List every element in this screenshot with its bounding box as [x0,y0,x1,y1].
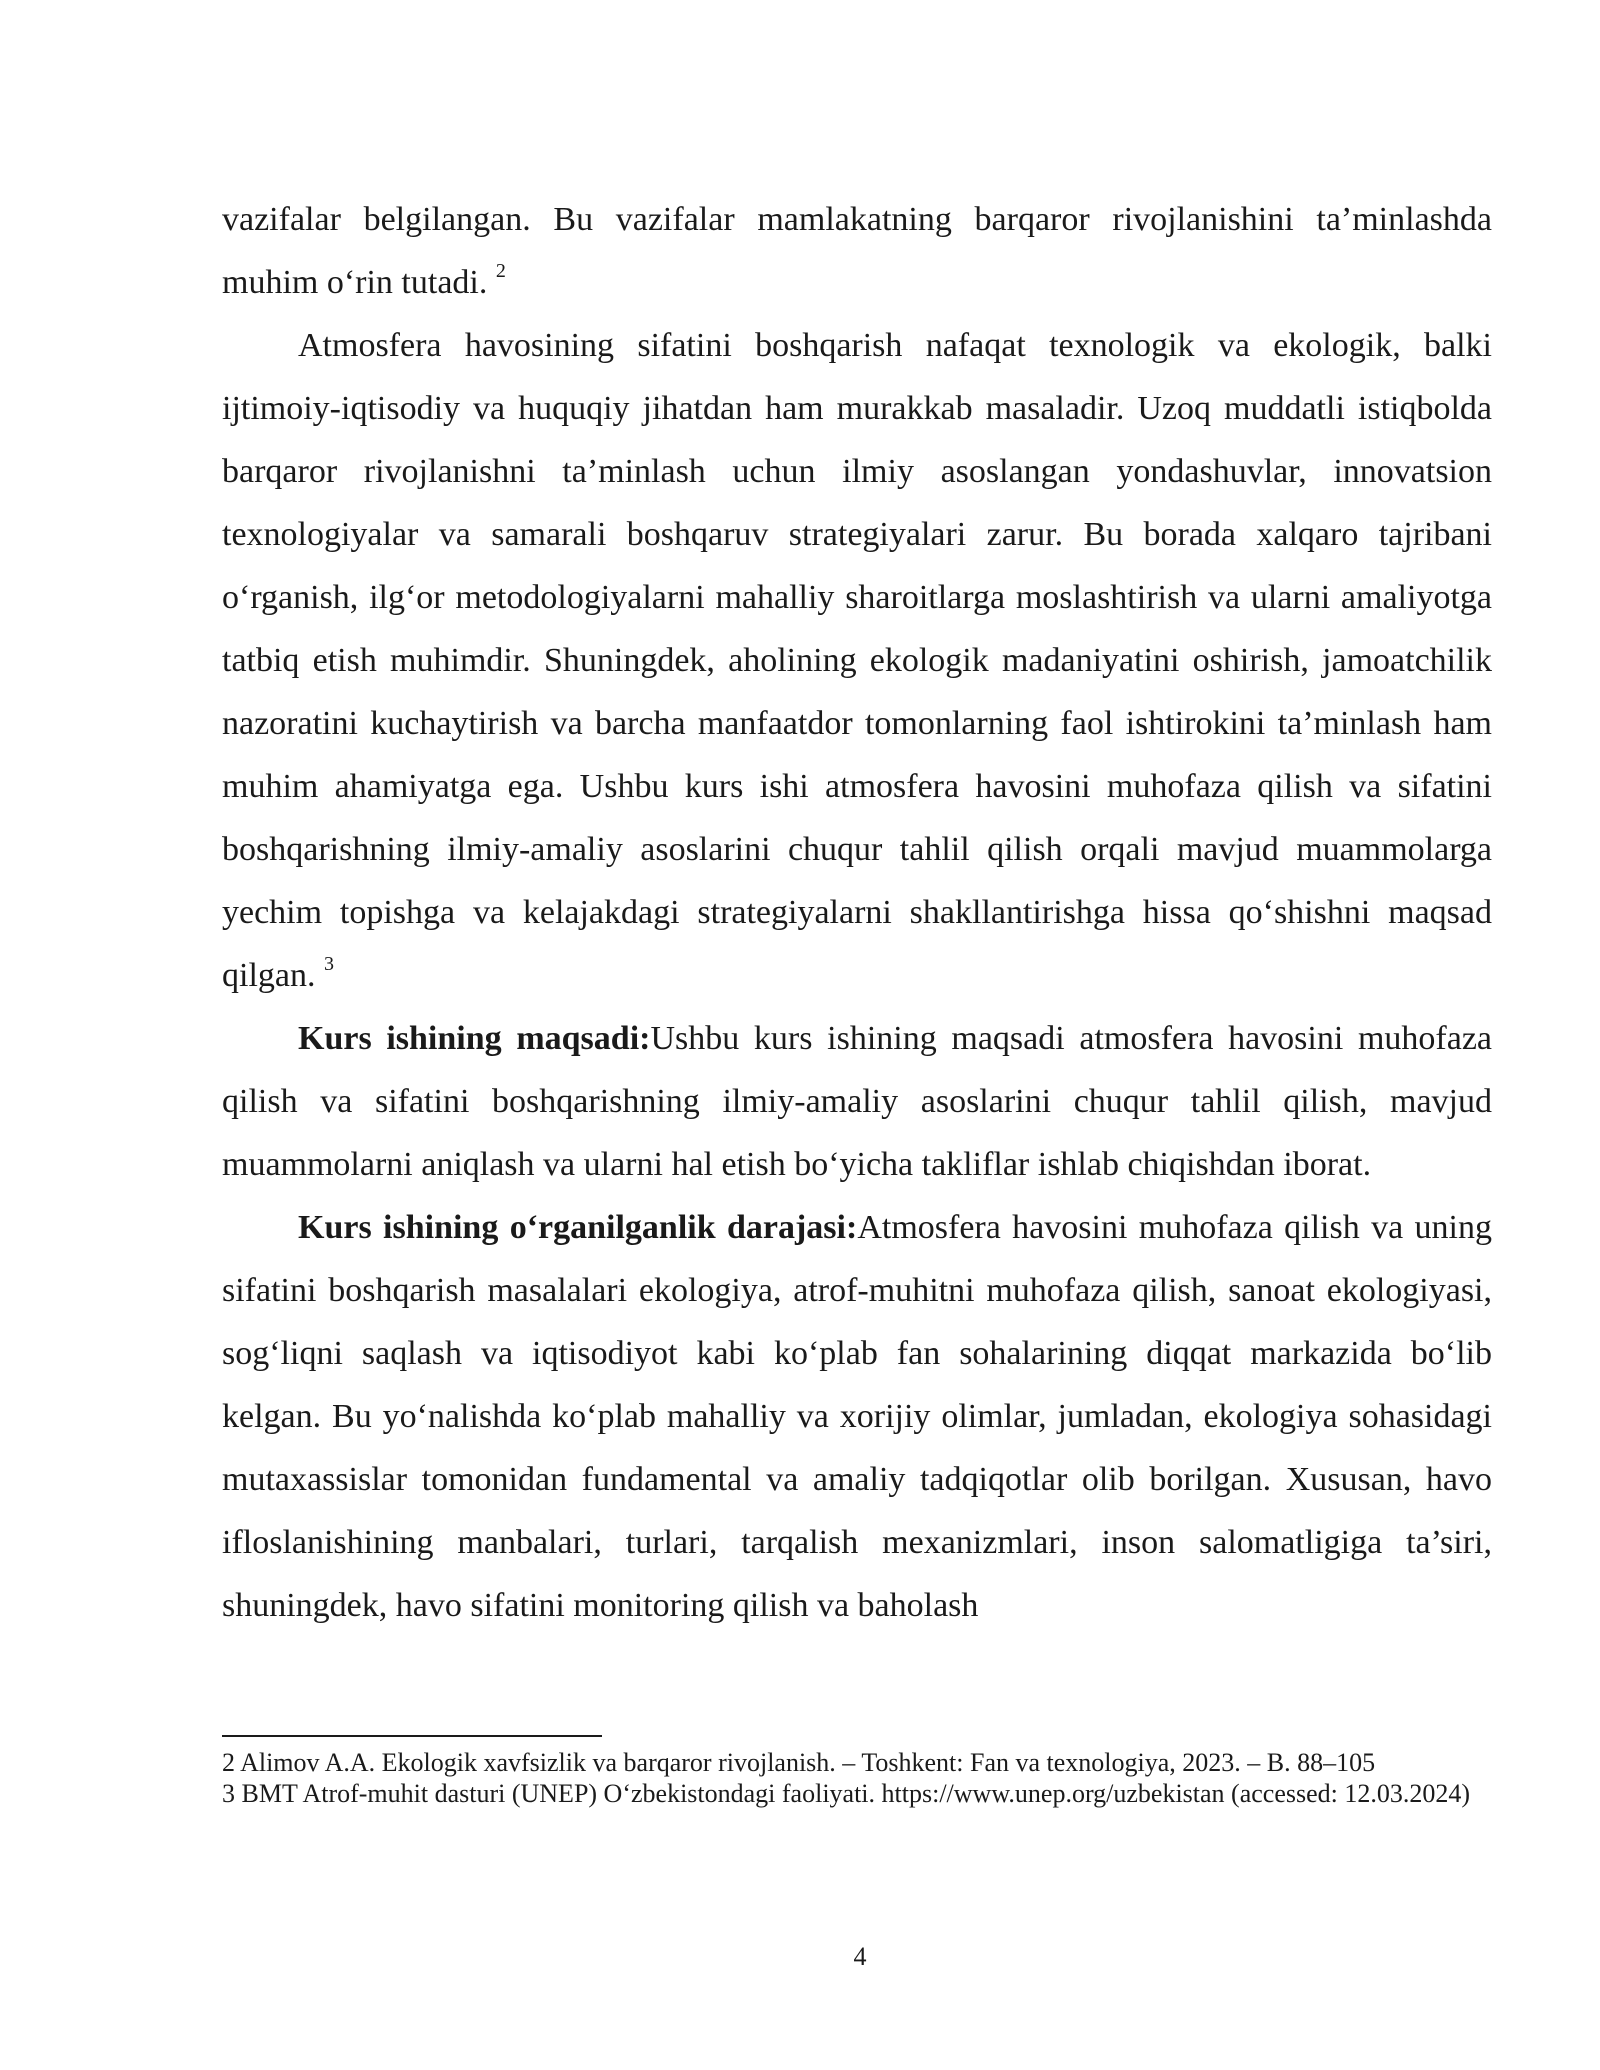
paragraph-study-level [222,1196,1492,1637]
course-aim-heading: Kurs ishining maqsadi: [298,1020,651,1057]
study-level-heading: Kurs ishining o‘rganilganlik darajasi: [298,1209,858,1246]
footnotes [222,1747,1492,1809]
page-number: 4 [853,1942,867,1971]
paragraph-1 [222,188,1492,314]
body-text [222,188,1492,1637]
footnote-ref-2[interactable]: 2 [495,259,506,282]
course-aim-text: Ushbu kurs ishining maqsadi atmosfera havosini muhofaza qilish va sifatini boshqarishning ilmiy-amaliy asoslarini chuqur tahlil qilish, mavjud muammolarni aniqlash va ularni hal etish bo‘yicha takliflar ishlab chiqishdan iborat. [222,1020,1492,1183]
footnote-separator [222,1735,602,1737]
study-level-text: Atmosfera havosini muhofaza qilish va uning sifatini boshqarish masalalari ekologiya, atrof-muhitni muhofaza qilish, sanoat ekologiyasi, sog‘liqni saqlash va iqtisodiyot kabi ko‘plab fan sohalarining diqqat markazida bo‘lib kelgan. Bu yo‘nalishda ko‘plab mahalliy va xorijiy olimlar, jumladan, ekologiya sohasidagi mutaxassislar tomonidan fundamental va amaliy tadqiqotlar olib borilgan. Xususan, havo ifloslanishining manbalari, turlari, tarqalish mexanizmlari, inson salomatligiga ta’siri, shuningdek, havo sifatini monitoring qilish va baholash [222,1209,1492,1624]
paragraph-2-text: Atmosfera havosining sifatini boshqarish nafaqat texnologik va ekologik, balki ijtimoiy-iqtisodiy va huquqiy jihatdan ham murakkab masaladir. Uzoq muddatli istiqbolda barqaror rivojlanishni ta’minlash uchun ilmiy asoslangan yondashuvlar, innovatsion texnologiyalar va samarali boshqaruv strategiyalari zarur. Bu borada xalqaro tajribani o‘rganish, ilg‘or metodologiyalarni mahalliy sharoitlarga moslashtirish va ularni amaliyotga tatbiq etish muhimdir. Shuningdek, aholining ekologik madaniyatini oshirish, jamoatchilik nazoratini kuchaytirish va barcha manfaatdor tomonlarning faol ishtirokini ta’minlash ham muhim ahamiyatga ega. Ushbu kurs ishi atmosfera havosini muhofaza qilish va sifatini boshqarishning ilmiy-amaliy asoslarini chuqur tahlil qilish orqali mavjud muammolarga yechim topishga va kelajakdagi strategiyalarni shakllantirishga hissa qo‘shishni maqsad qilgan. [222,327,1492,994]
footnote-2: 2 Alimov A.A. Ekologik xavfsizlik va barqaror rivojlanish. – Toshkent: Fan va texnologiya, 2023. – B. 88–105 [222,1748,1376,1777]
paragraph-1-text: vazifalar belgilangan. Bu vazifalar mamlakatning barqaror rivojlanishini ta’minlashda muhim o‘rin tutadi. [222,201,1492,301]
paragraph-course-aim [222,1007,1492,1196]
footnote-ref-3[interactable]: 3 [323,952,334,975]
footnote-3: 3 BMT Atrof-muhit dasturi (UNEP) O‘zbekistondagi faoliyati. https://www.unep.org/uzbekistan (accessed: 12.03.2024) [222,1779,1471,1808]
paragraph-2 [222,314,1492,1007]
